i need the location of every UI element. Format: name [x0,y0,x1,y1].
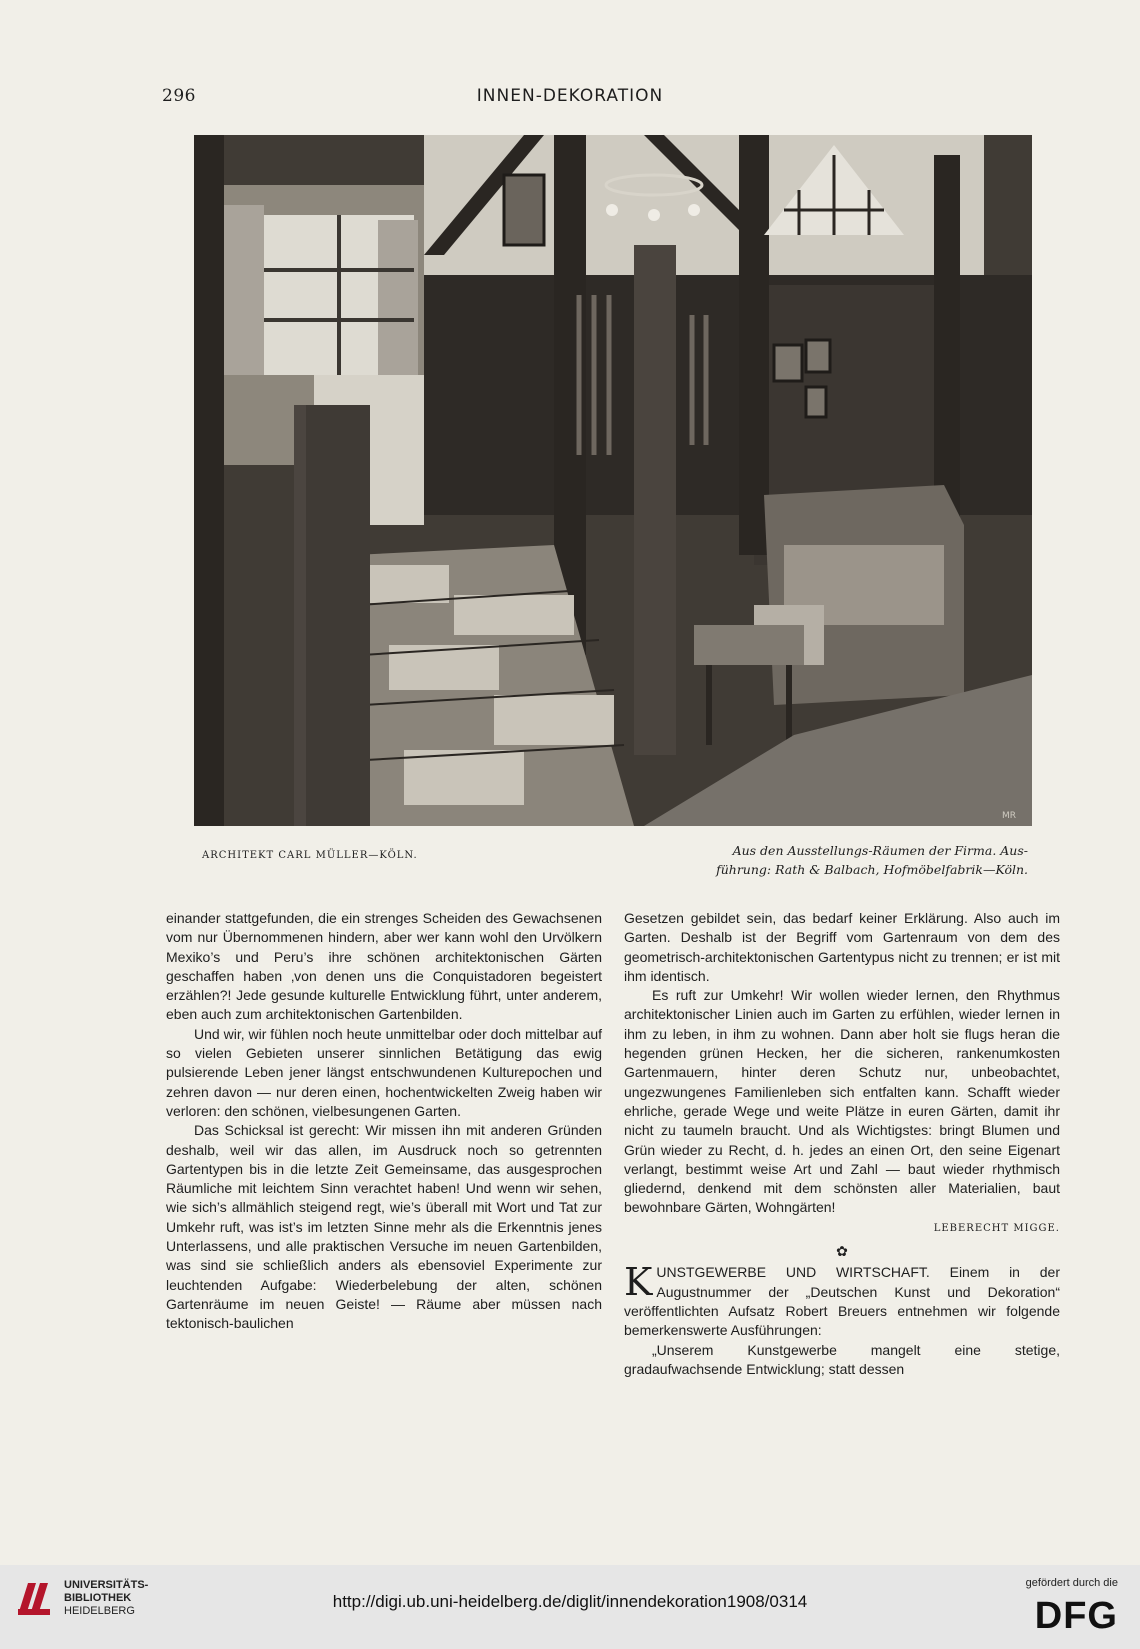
left-text-column [166,909,602,1334]
flower-ornament-icon: ✿ [836,1243,848,1260]
right-text-column [624,909,1060,1379]
drop-cap: K [624,1260,653,1305]
monogram: MR [1002,811,1017,821]
paragraph: Es ruft zur Umkehr! Wir wollen wieder lernen, den Rhythmus architektonischer Linien auch im Garten zu erfühlen, wieder lernen in ihm zu leben, in ihm zu wohnen. Dann aber holt sie flugs heran die hegenden grünen Hecken, her die sicheren, rankenumkosten Gartenmauern, hinter deren Schutz nur, unbeobachtet, ungezwungenes Familienleben sich entfalten kann. Schafft wieder ehrliche, gerade Wege und weite Plätze in euren Gärten, damit ihr nicht zu taumeln braucht. Und als Wichtigstes: bringt Blumen und Grün wieder zu Recht, d. h. jedes an einen Ort, den seine Eigenart verlangt, bestimmt weise Art und Zahl — baut wieder rhythmisch gliedernd, denkend mit dem schönsten aller Materialien, baut bewohnbare Gärten, Wohngärten! [624,987,1060,1216]
author-signature: LEBERECHT MIGGE. [933,1222,1060,1234]
paragraph: Und wir, wir fühlen noch heute unmittelbar oder doch mittelbar auf so vielen Gebieten unserer sinnlichen Betätigung das ewig pulsierende Leben jener längst entschwundenen Kulturepochen und zehren davon — nur deren einen, hochentwickelten Zweig haben wir verloren: den schönen, vielbesungenen Garten. [166,1025,602,1119]
paragraph: einander stattgefunden, die ein strenges Scheiden des Gewachsenen vom nur Übernommenen hindern, aber wer kann wohl den Urvölkern Mexiko’s und Peru’s ihre schönen architektonischen Gärten geschaffen haben ‚von denen uns die Conquistadoren begeistert erzählen?! Jede gesunde kulturelle Entwicklung führt, unter anderem, eben auch zum architektonischen Gartenbilden. [166,910,602,1023]
dfg-logo: DFG [1034,1595,1118,1637]
library-name-line: BIBLIOTHEK [64,1592,132,1604]
photo-illustration [194,135,1032,826]
caption-firm-line-2: führung: Rath & Balbach, Hofmöbelfabrik—Köln. [716,862,1028,877]
caption-firm [640,841,1028,879]
library-name-line: HEIDELBERG [64,1605,135,1617]
interior-photograph [194,135,1032,826]
digitization-footer [0,1565,1140,1649]
page-number: 296 [162,86,196,106]
caption-architect: ARCHITEKT CARL MÜLLER—KÖLN. [202,850,418,861]
kunstgewerbe-article [624,1260,1060,1340]
library-name-line: UNIVERSITÄTS- [64,1579,149,1591]
caption-firm-line-1: Aus den Ausstellungs-Räumen der Firma. Aus- [732,843,1028,858]
running-title: INNEN-DEKORATION [476,86,664,106]
paragraph: „Unserem Kunstgewerbe mangelt eine stetige, gradaufwachsende Entwicklung; statt dessen [624,1341,1060,1377]
paragraph: Das Schicksal ist gerecht: Wir missen ihn mit anderen Gründen deshalb, weil wir das allen, im Ausdruck noch so getrennten Gartentypen bis in die letzte Zeit Gemeinsame, das ausgesprochen Räumliche mit leichtem Sinn verachtet haben! Und wenn wir sehen, wie sich’s allmählich steigend regt, wie’s überall mit Wort und Tat zur Umkehr ruft, was ist’s im letzten Sinne mehr als die Erkenntnis jenes Unterlassens, und alle praktischen Versuche im neuen Gartenbilden, was sind sie schließlich anders als ebensoviel Experimente zur leuchtenden Aufgabe: Wiederbelebung der alten, schönen Gartenräume im neuen Geiste! — Räume aber müssen nach tektonisch-baulichen [166,1122,602,1332]
permalink-url[interactable]: http://digi.ub.uni-heidelberg.de/diglit/innendekoration1908/0314 [332,1592,808,1611]
funding-note: gefördert durch die [1025,1577,1118,1589]
paragraph: Gesetzen gebildet sein, das bedarf keiner Erklärung. Also auch im Garten. Deshalb ist der Begriff vom Gartenraum von dem des geometrisch-architektonischen Gartentypus nicht zu trennen; er ist mit ihm identisch. [624,910,1060,984]
article-intro: UNSTGEWERBE UND WIRTSCHAFT. Einem in der Augustnummer der „Deutschen Kunst und Dekoration“ veröffentlichten Aufsatz Robert Breuers entnehmen wir folgende bemerkenswerte Ausführungen: [624,1264,1060,1339]
